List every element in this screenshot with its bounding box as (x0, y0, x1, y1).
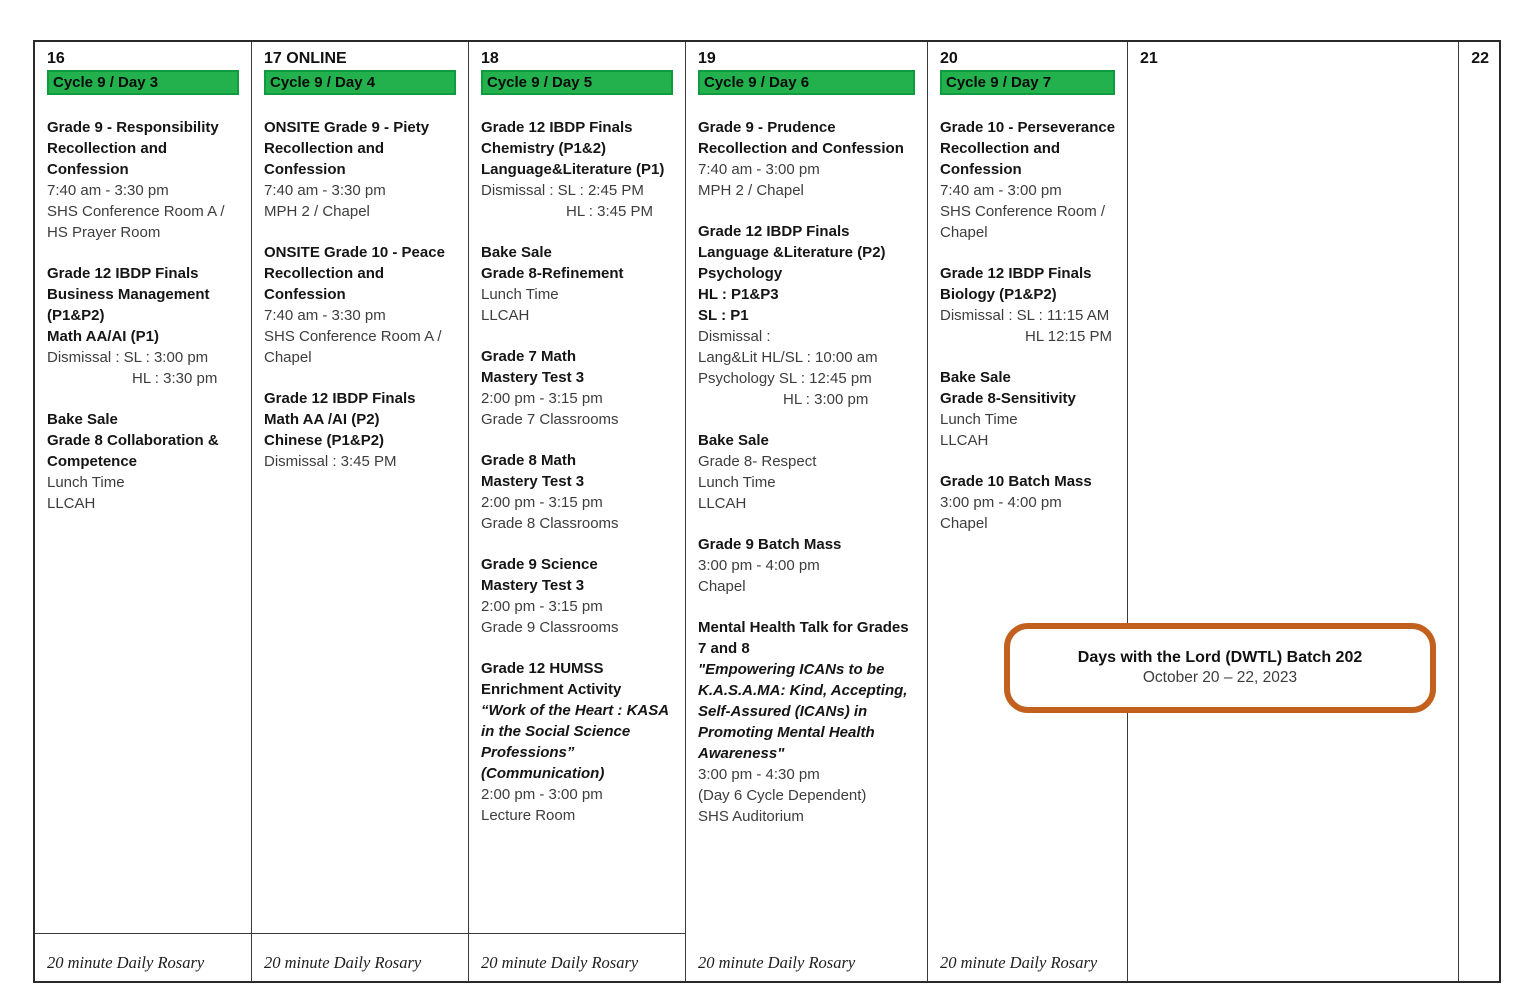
rosary-note: 20 minute Daily Rosary (481, 953, 639, 972)
event-line: Lunch Time (47, 474, 125, 491)
day-footer (469, 933, 685, 981)
day-column (469, 42, 686, 981)
event-line: Dismissal : SL : 11:15 AM (940, 307, 1110, 324)
event-line: 2:00 pm - 3:00 pm (481, 786, 603, 803)
event (940, 367, 1117, 451)
day-number: 19 (698, 50, 716, 67)
event-line: Grade 8 Classrooms (481, 515, 619, 532)
event (698, 534, 917, 597)
event-line: Psychology SL : 12:45 pm (698, 370, 872, 387)
day-column (1459, 42, 1499, 981)
event (481, 658, 675, 826)
event-line: Grade 9 Science (481, 556, 598, 573)
day-content (686, 70, 927, 933)
day-column (928, 42, 1128, 981)
event-line: Grade 9 Batch Mass (698, 536, 842, 553)
day-footer (252, 933, 468, 981)
day-number: 17 ONLINE (264, 50, 347, 67)
day-footer (1128, 933, 1458, 981)
event-line: Grade 8-Sensitivity (940, 390, 1076, 407)
event-line: Dismissal : 3:45 PM (264, 453, 397, 470)
event-line: 3:00 pm - 4:00 pm (940, 494, 1062, 511)
event-line: (Day 6 Cycle Dependent) (698, 787, 867, 804)
day-footer (1459, 933, 1499, 981)
event-line: “Work of the Heart : KASA in the Social Science Professions” (Communication) (481, 702, 669, 782)
event-line: Bake Sale (481, 244, 552, 261)
event-line: Grade 8 Collaboration & Competence (47, 432, 219, 470)
event-line: LLCAH (47, 495, 96, 512)
event-line: LLCAH (698, 495, 747, 512)
event-line: 7:40 am - 3:00 pm (698, 161, 820, 178)
event-line: HL : 3:45 PM (566, 203, 653, 220)
dwtl-event-box (1004, 623, 1436, 713)
event (481, 117, 675, 222)
event (698, 221, 917, 410)
event-line: Grade 7 Math (481, 348, 577, 365)
event-line: SL : P1 (698, 307, 749, 324)
event-line: HL 12:15 PM (1025, 328, 1112, 345)
event-line: Grade 10 Batch Mass (940, 473, 1092, 490)
event (47, 263, 241, 389)
event-line: Lunch Time (940, 411, 1018, 428)
rosary-note: 20 minute Daily Rosary (940, 953, 1098, 972)
event-line: Chapel (940, 515, 988, 532)
day-content (1459, 70, 1499, 933)
event-line: Mastery Test 3 (481, 473, 585, 490)
event (47, 117, 241, 243)
event-line: Grade 9 - Responsibility Recollection and Confession (47, 119, 219, 178)
event-line: Bake Sale (47, 411, 118, 428)
day-number: 16 (47, 50, 65, 67)
event-line: Bake Sale (698, 432, 769, 449)
event-line: Chemistry (P1&2) (481, 140, 607, 157)
event-line: Chinese (P1&P2) (264, 432, 385, 449)
event-line: 2:00 pm - 3:15 pm (481, 390, 603, 407)
dwtl-title: Days with the Lord (DWTL) Batch 202 (1077, 649, 1363, 666)
event (264, 242, 458, 368)
event (481, 346, 675, 430)
event-line: Grade 12 IBDP Finals (481, 119, 633, 136)
event-line: SHS Conference Room A / Chapel (264, 328, 442, 366)
event (264, 388, 458, 472)
event-line: Biology (P1&P2) (940, 286, 1057, 303)
event-line: Lecture Room (481, 807, 576, 824)
cycle-day-badge: Cycle 9 / Day 6 (698, 70, 915, 95)
rosary-note: 20 minute Daily Rosary (264, 953, 422, 972)
event (481, 554, 675, 638)
event (940, 117, 1117, 243)
event-line: Chapel (698, 578, 746, 595)
event-line: "Empowering ICANs to be K.A.S.A.MA: Kind, Accepting, Self-Assured (ICANs) in Promoting Mental Health Awareness" (698, 661, 908, 762)
cycle-day-badge: Cycle 9 / Day 7 (940, 70, 1115, 95)
event-line: Lang&Lit HL/SL : 10:00 am (698, 349, 878, 366)
event (481, 450, 675, 534)
event-line: MPH 2 / Chapel (698, 182, 804, 199)
event-line: Language &Literature (P2) Psychology (698, 244, 886, 282)
event (940, 263, 1117, 347)
event-line: Bake Sale (940, 369, 1011, 386)
event-line: 7:40 am - 3:00 pm (940, 182, 1062, 199)
event-line: Mastery Test 3 (481, 369, 585, 386)
event-line: ONSITE Grade 10 - Peace Recollection and Confession (264, 244, 445, 303)
event-line: Enrichment Activity (481, 681, 622, 698)
event-line: Dismissal : SL : 3:00 pm (47, 349, 209, 366)
event-line: 7:40 am - 3:30 pm (47, 182, 169, 199)
event-line: Lunch Time (698, 474, 776, 491)
event (698, 617, 917, 827)
day-number: 20 (940, 50, 958, 67)
event-line: 3:00 pm - 4:30 pm (698, 766, 820, 783)
event-line: HL : 3:00 pm (783, 391, 869, 408)
event-line: Grade 8-Refinement (481, 265, 624, 282)
event-line: SHS Conference Room / Chapel (940, 203, 1106, 241)
event-line: Math AA /AI (P2) (264, 411, 380, 428)
event-line: Grade 9 Classrooms (481, 619, 619, 636)
rosary-note: 20 minute Daily Rosary (47, 953, 205, 972)
day-footer (928, 933, 1127, 981)
event-line: SHS Auditorium (698, 808, 804, 825)
day-number: 21 (1140, 50, 1158, 67)
event (47, 409, 241, 514)
event-line: HL : 3:30 pm (132, 370, 218, 387)
event-line: Business Management (P1&P2) (47, 286, 210, 324)
rosary-note: 20 minute Daily Rosary (698, 953, 856, 972)
event-line: Grade 7 Classrooms (481, 411, 619, 428)
event-line: Grade 12 HUMSS (481, 660, 604, 677)
event-line: Grade 12 IBDP Finals (940, 265, 1092, 282)
day-content (252, 70, 468, 933)
day-content (35, 70, 251, 933)
day-column (35, 42, 252, 981)
event-line: Mental Health Talk for Grades 7 and 8 (698, 619, 909, 657)
day-footer (35, 933, 251, 981)
event-line: SHS Conference Room A / HS Prayer Room (47, 203, 225, 241)
day-content (1128, 70, 1458, 933)
event-line: Math AA/AI (P1) (47, 328, 159, 345)
calendar-grid (33, 40, 1501, 983)
day-column (686, 42, 928, 981)
cycle-day-badge: Cycle 9 / Day 3 (47, 70, 239, 95)
day-column (1128, 42, 1459, 981)
dwtl-dates: October 20 – 22, 2023 (1142, 669, 1298, 686)
event-line: Grade 12 IBDP Finals (47, 265, 199, 282)
event (698, 117, 917, 201)
day-column (252, 42, 469, 981)
event (940, 471, 1117, 534)
event (698, 430, 917, 514)
event-line: Grade 8 Math (481, 452, 577, 469)
cycle-day-badge: Cycle 9 / Day 4 (264, 70, 456, 95)
event-line: Grade 8- Respect (698, 453, 817, 470)
event-line: Grade 10 - Perseverance Recollection and Confession (940, 119, 1116, 178)
event-line: MPH 2 / Chapel (264, 203, 370, 220)
event (264, 117, 458, 222)
day-number: 18 (481, 50, 499, 67)
event-line: Grade 12 IBDP Finals (698, 223, 850, 240)
event-line: LLCAH (940, 432, 989, 449)
event-line: Language&Literature (P1) (481, 161, 665, 178)
event (481, 242, 675, 326)
event-line: Grade 12 IBDP Finals (264, 390, 416, 407)
event-line: Dismissal : SL : 2:45 PM (481, 182, 644, 199)
event-line: HL : P1&P3 (698, 286, 779, 303)
day-footer (686, 933, 927, 981)
event-line: 7:40 am - 3:30 pm (264, 307, 386, 324)
day-number: 22 (1471, 50, 1489, 67)
event-line: Grade 9 - Prudence Recollection and Confession (698, 119, 904, 157)
event-line: 3:00 pm - 4:00 pm (698, 557, 820, 574)
event-line: 2:00 pm - 3:15 pm (481, 598, 603, 615)
day-content (469, 70, 685, 933)
event-line: Lunch Time (481, 286, 559, 303)
event-line: LLCAH (481, 307, 530, 324)
event-line: ONSITE Grade 9 - Piety Recollection and Confession (264, 119, 430, 178)
event-line: 7:40 am - 3:30 pm (264, 182, 386, 199)
event-line: Mastery Test 3 (481, 577, 585, 594)
day-content (928, 70, 1127, 933)
event-line: 2:00 pm - 3:15 pm (481, 494, 603, 511)
event-line: Dismissal : (698, 328, 771, 345)
cycle-day-badge: Cycle 9 / Day 5 (481, 70, 673, 95)
